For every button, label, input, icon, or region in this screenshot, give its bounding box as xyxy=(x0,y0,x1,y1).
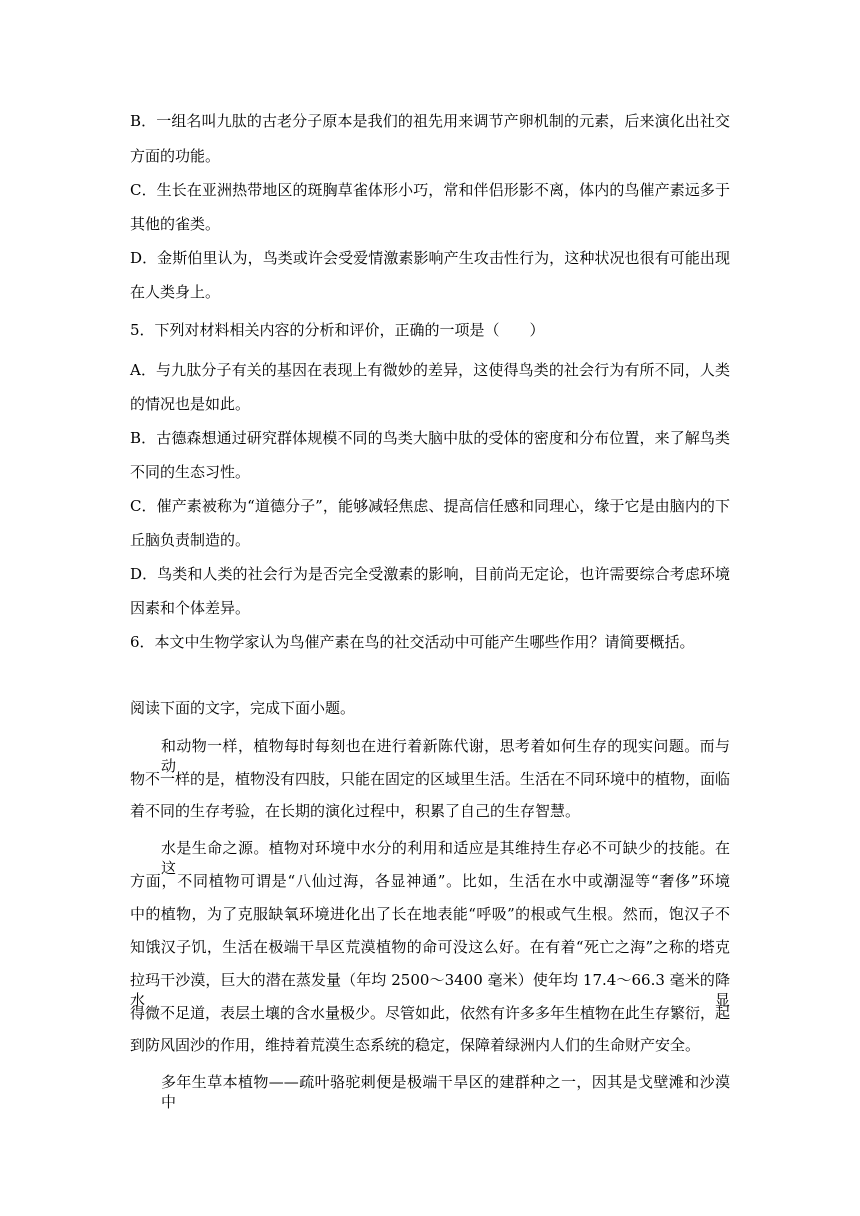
passage-p2-line-2: 方面，不同植物可谓是“八仙过海，各显神通”。比如，生活在水中或潮湿等“奢侈”环境 xyxy=(130,872,730,890)
q5-option-d-line-2: 因素和个体差异。 xyxy=(130,599,251,617)
option-c-line-1: C．生长在亚洲热带地区的斑胸草雀体形小巧，常和伴侣形影不离，体内的鸟催产素远多于 xyxy=(130,181,730,199)
passage-p3-line-1: 多年生草本植物——疏叶骆驼刺便是极端干旱区的建群种之一，因其是戈壁滩和沙漠中 xyxy=(161,1073,730,1111)
passage-p2-line-6: 得微不足道，表层土壤的含水量极少。尽管如此，依然有许多多年生植物在此生存繁衍，起 xyxy=(130,1004,731,1022)
q5-option-b-line-1: B．古德森想通过研究群体规模不同的鸟类大脑中肽的受体的密度和分布位置，来了解鸟类 xyxy=(130,429,730,447)
option-c-line-2: 其他的雀类。 xyxy=(130,215,221,233)
passage-p1-line-2: 物不一样的是，植物没有四肢，只能在固定的区域里生活。生活在不同环境中的植物，面临 xyxy=(130,770,731,788)
passage-p2-line-7: 到防风固沙的作用，维持着荒漠生态系统的稳定，保障着绿洲内人们的生命财产安全。 xyxy=(130,1036,701,1054)
passage-p1-line-1: 和动物一样，植物每时每刻也在进行着新陈代谢，思考着如何生存的现实问题。而与动 xyxy=(161,737,730,775)
q5-option-d-line-1: D．鸟类和人类的社会行为是否完全受激素的影响，目前尚无定论，也许需要综合考虑环境 xyxy=(130,565,730,583)
q5-option-a-line-2: 的情况也是如此。 xyxy=(130,395,251,413)
question-6: 6．本文中生物学家认为鸟催产素在鸟的社交活动中可能产生哪些作用？请简要概括。 xyxy=(130,633,695,651)
reading-instruction: 阅读下面的文字，完成下面小题。 xyxy=(130,699,356,717)
passage-p2-line-5: 拉玛干沙漠，巨大的潜在蒸发量（年均 2500～3400 毫米）使年均 17.4～66.3 毫米的降水显 xyxy=(130,971,730,1009)
q5-option-a-line-1: A．与九肽分子有关的基因在表现上有微妙的差异，这使得鸟类的社会行为有所不同，人类 xyxy=(130,361,730,379)
question-5: 5．下列对材料相关内容的分析和评价，正确的一项是（ ） xyxy=(130,321,545,339)
passage-p2-line-4: 知饿汉子饥，生活在极端干旱区荒漠植物的命可没这么好。在有着“死亡之海”之称的塔克 xyxy=(130,938,730,956)
passage-p2-line-3: 中的植物，为了克服缺氧环境进化出了长在地表能“呼吸”的根或气生根。然而，饱汉子不 xyxy=(130,905,730,923)
passage-p2-line-1: 水是生命之源。植物对环境中水分的利用和适应是其维持生存必不可缺少的技能。在这 xyxy=(161,839,730,877)
option-b-line-1: B．一组名叫九肽的古老分子原本是我们的祖先用来调节产卵机制的元素，后来演化出社交 xyxy=(130,112,730,130)
option-d-line-1: D．金斯伯里认为，鸟类或许会受爱情激素影响产生攻击性行为，这种状况也很有可能出现 xyxy=(130,249,730,267)
q5-option-b-line-2: 不同的生态习性。 xyxy=(130,463,251,481)
option-b-line-2: 方面的功能。 xyxy=(130,147,221,165)
option-d-line-2: 在人类身上。 xyxy=(130,283,221,301)
passage-p1-line-3: 着不同的生存考验，在长期的演化过程中，积累了自己的生存智慧。 xyxy=(130,802,581,820)
q5-option-c-line-1: C．催产素被称为“道德分子”，能够减轻焦虑、提高信任感和同理心，缘于它是由脑内的下 xyxy=(130,497,730,515)
q5-option-c-line-2: 丘脑负责制造的。 xyxy=(130,531,251,549)
